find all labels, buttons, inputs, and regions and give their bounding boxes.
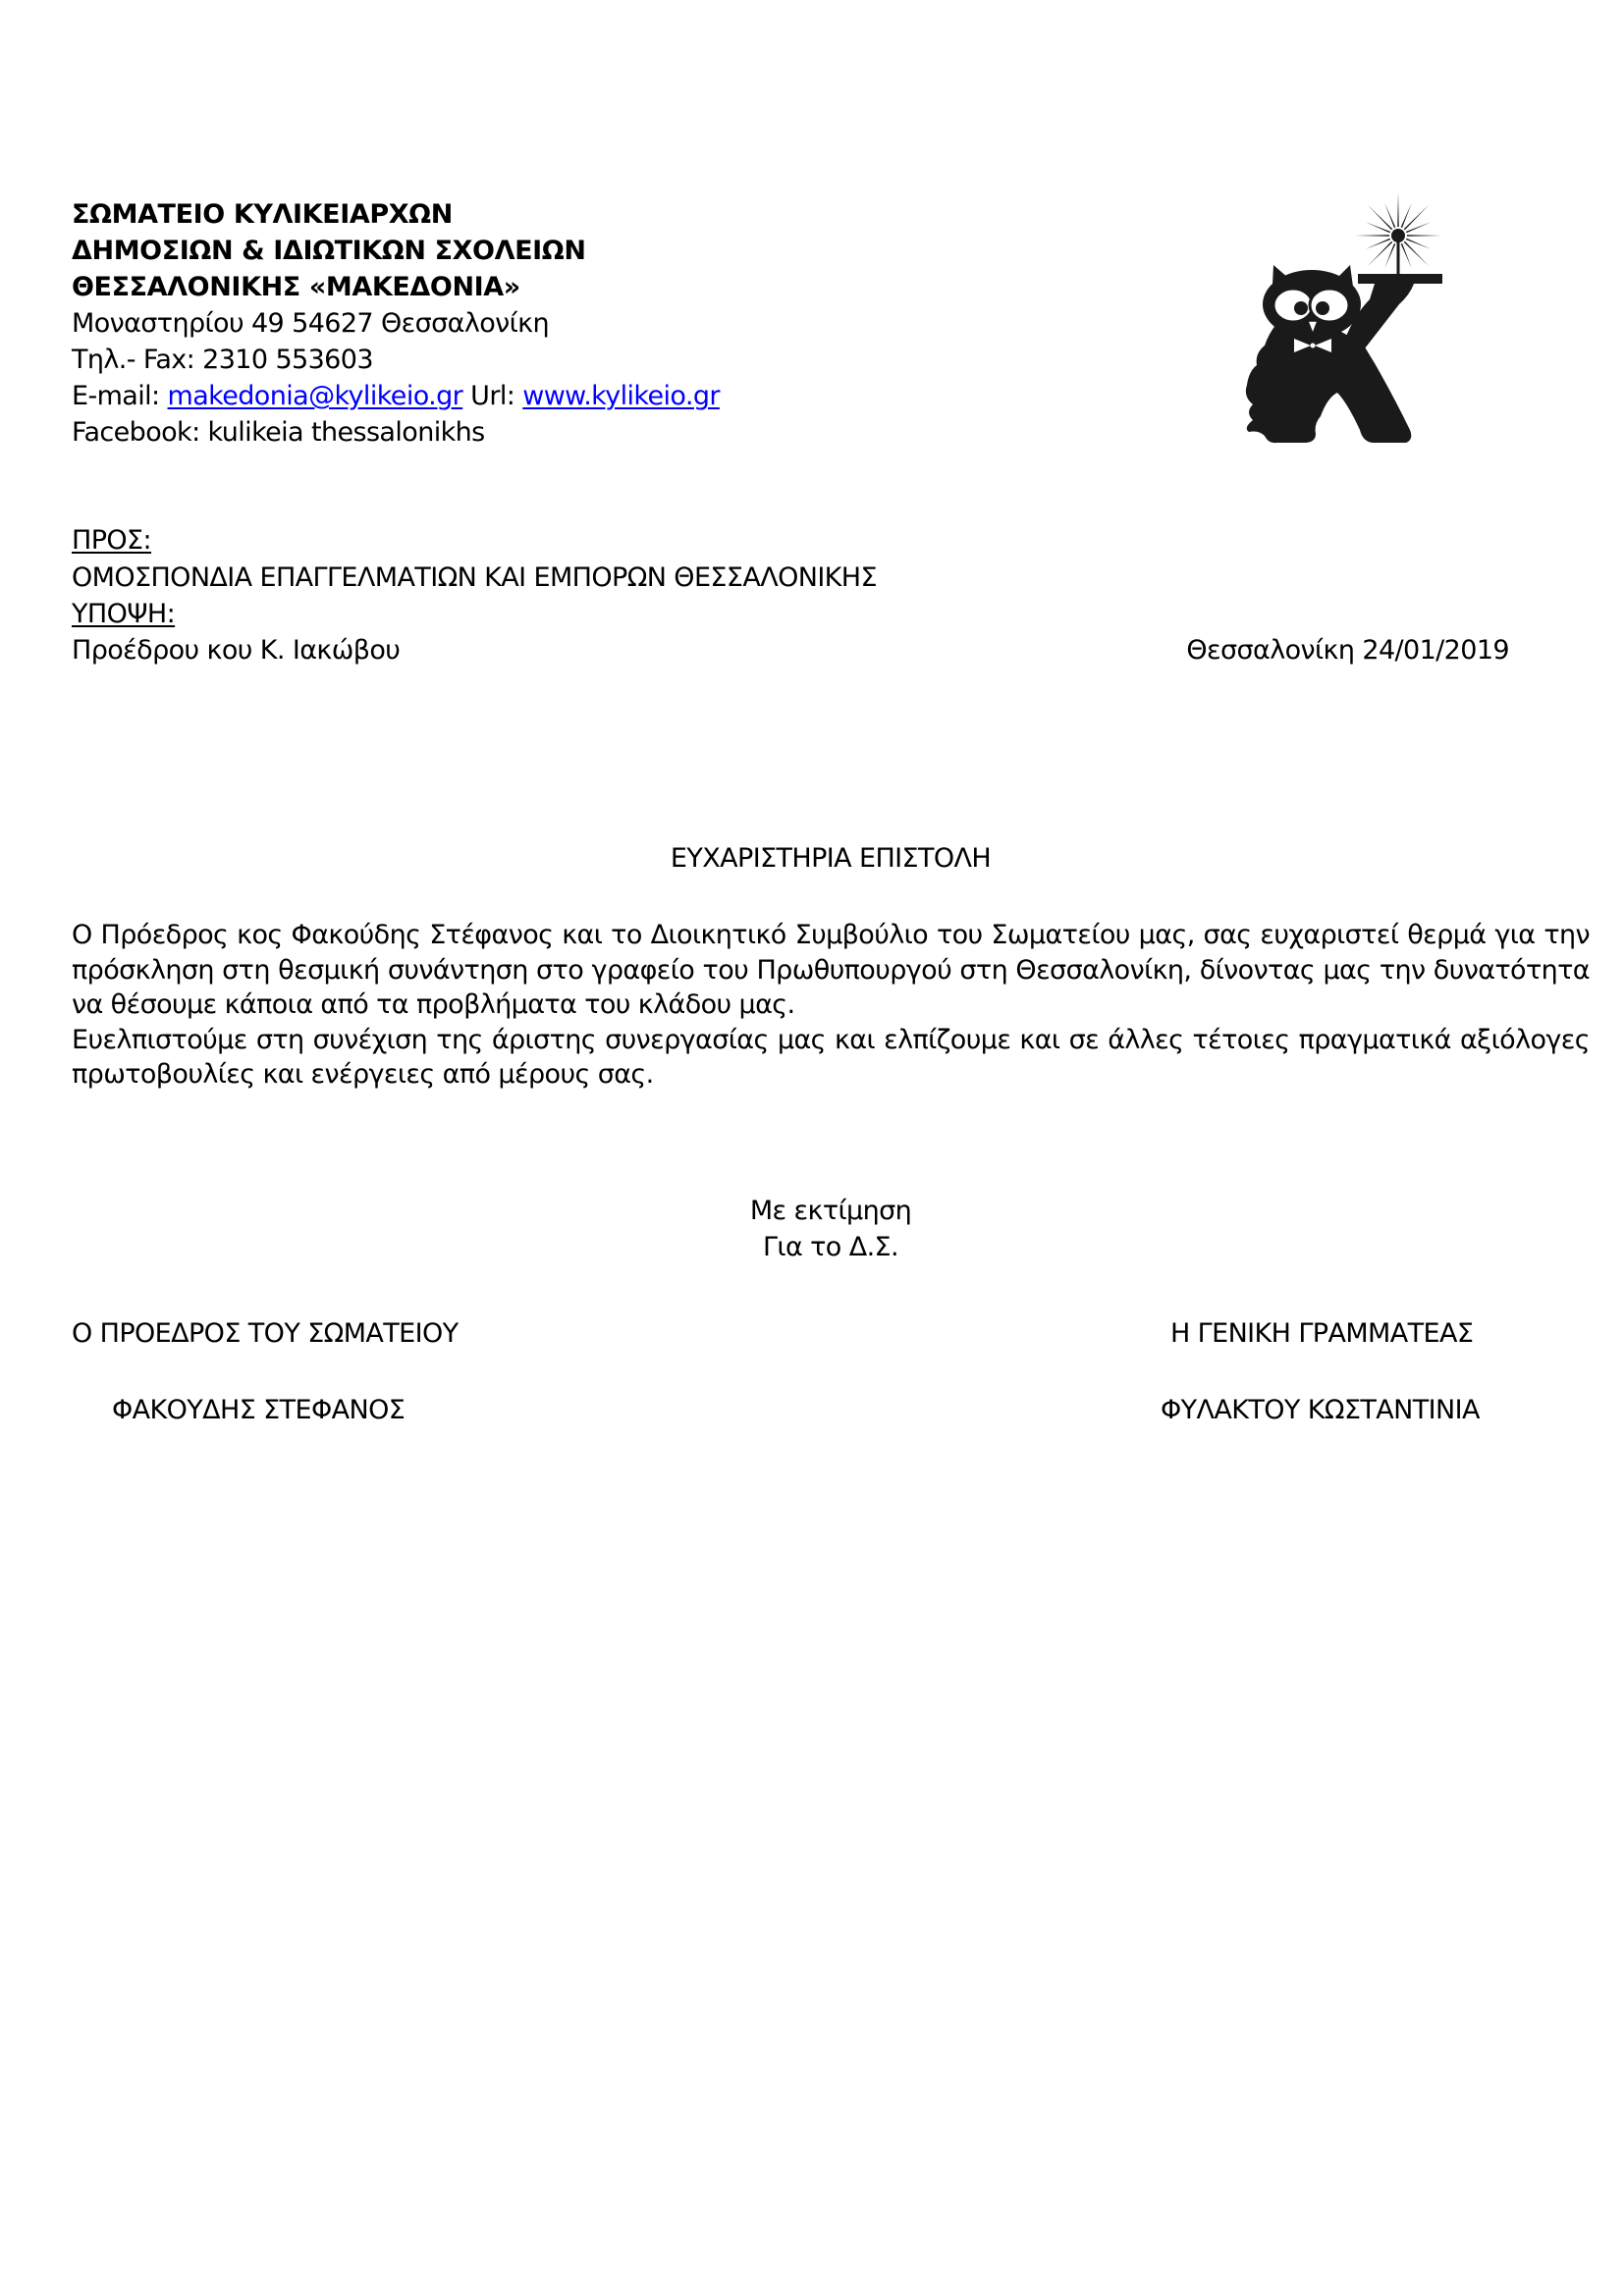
tray-shape: [1358, 274, 1442, 284]
sender-name-line-2: ΔΗΜΟΣΙΩΝ & ΙΔΙΩΤΙΚΩΝ ΣΧΟΛΕΙΩΝ: [72, 236, 586, 266]
president-name: ΦΑΚΟΥΔΗΣ ΣΤΕΦΑΝΟΣ: [112, 1395, 406, 1425]
vergina-sun-icon: [1355, 192, 1441, 279]
sender-address: Μοναστηρίου 49 54627 Θεσσαλονίκη: [72, 308, 549, 339]
sun-stem: [1397, 236, 1400, 274]
owl-logo-icon: [1227, 177, 1483, 461]
attention-label: ΥΠΟΨΗ:: [72, 599, 176, 629]
sun-ray: [1368, 241, 1392, 266]
letter-body: [72, 918, 1590, 1093]
sender-name-line-1: ΣΩΜΑΤΕΙΟ ΚΥΛΙΚΕΙΑΡΧΩΝ: [72, 199, 453, 230]
sender-phone-fax: Τηλ.- Fax: 2310 553603: [72, 345, 373, 375]
secretary-name: ΦΥΛΑΚΤΟΥ ΚΩΣΤΑΝΤΙΝΙΑ: [1161, 1395, 1480, 1425]
sun-ray: [1404, 205, 1429, 230]
to-label: ΠΡΟΣ:: [72, 525, 151, 556]
sender-contact-line: [72, 378, 720, 414]
closing-regards: Με εκτίμηση: [749, 1196, 912, 1226]
secretary-role: Η ΓΕΝΙΚΗ ΓΡΑΜΜΑΤΕΑΣ: [1170, 1318, 1474, 1349]
sender-name-line-3: ΘΕΣΣΑΛΟΝΙΚΗΣ «ΜΑΚΕΔΟΝΙΑ»: [72, 272, 520, 302]
recipient-organization: ΟΜΟΣΠΟΝΔΙΑ ΕΠΑΓΓΕΛΜΑΤΙΩΝ ΚΑΙ ΕΜΠΟΡΩΝ ΘΕΣΣΑΛΟΝΙΚΗΣ: [72, 562, 877, 593]
sun-ray: [1404, 241, 1429, 266]
place-date: Θεσσαλονίκη 24/01/2019: [1186, 635, 1509, 666]
body-paragraph-2: Ευελπιστούμε στη συνέχιση της άριστης συνεργασίας μας και ελπίζουμε και σε άλλες τέτοιες πραγματικά αξιόλογες πρωτοβουλίες και ενέργειες από μέρους σας.: [72, 1024, 1590, 1090]
email-label: E-mail:: [72, 381, 168, 411]
website-link[interactable]: www.kylikeio.gr: [522, 381, 720, 411]
letter-title: ΕΥΧΑΡΙΣΤΗΡΙΑ ΕΠΙΣΤΟΛΗ: [670, 843, 992, 874]
closing-on-behalf: Για το Δ.Σ.: [762, 1232, 898, 1262]
sun-ray: [1397, 192, 1399, 227]
bow-tie-knot: [1311, 344, 1316, 348]
owl-left-pupil: [1294, 301, 1308, 315]
body-paragraph-1: Ο Πρόεδρος κος Φακούδης Στέφανος και το Διοικητικό Συμβούλιο του Σωματείου μας, σας ευχαριστεί θερμά για την πρόσκληση στη θεσμική συνάντηση στο γραφείο του Πρωθυπουργού στη Θεσσαλονίκη, δίνοντας μας την δυνατότητα να θέσουμε κάποια από τα προβλήματα του κλάδου μας.: [72, 920, 1590, 1020]
sun-ray: [1368, 205, 1392, 230]
owl-right-eye: [1310, 289, 1349, 322]
owl-right-pupil: [1316, 301, 1329, 315]
email-link[interactable]: makedonia@kylikeio.gr: [167, 381, 463, 411]
url-label: Url:: [462, 381, 523, 411]
sender-facebook: Facebook: kulikeia thessalonikhs: [72, 417, 485, 448]
attention-person: Προέδρου κου Κ. Ιακώβου: [72, 635, 401, 666]
sun-ray: [1407, 235, 1441, 237]
sun-ray: [1355, 235, 1389, 237]
president-role: Ο ΠΡΟΕΔΡΟΣ ΤΟΥ ΣΩΜΑΤΕΙΟΥ: [72, 1318, 459, 1349]
